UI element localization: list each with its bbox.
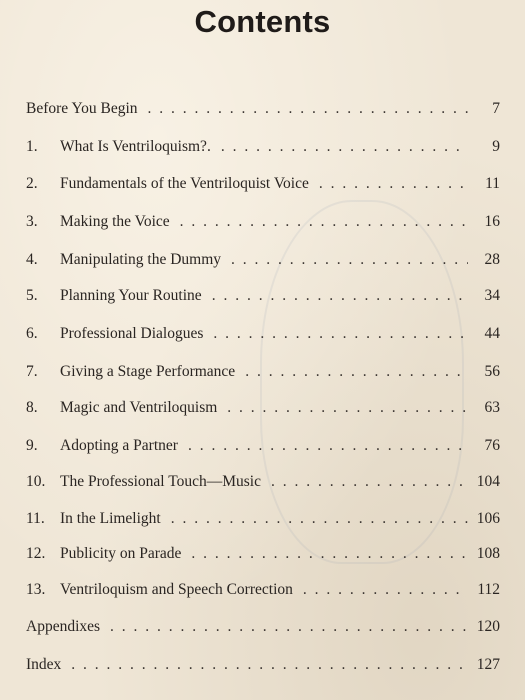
toc-page-number: 106 [476,510,500,527]
toc-entry-index [26,656,500,678]
toc-page-number: 56 [484,363,500,380]
dot-leader [180,213,468,231]
toc-chapter-number: 4. [26,251,38,268]
toc-page-number: 9 [492,138,500,155]
toc-entry-label: Manipulating the Dummy [60,251,222,268]
toc-entry-chapter-9 [26,437,500,459]
dot-leader [191,545,468,563]
toc-entry-label: What Is Ventriloquism?. [60,138,211,155]
toc-chapter-number: 9. [26,437,38,454]
dot-leader [71,656,468,674]
dot-leader [271,473,468,491]
page-title: Contents [194,4,331,39]
toc-chapter-number: 6. [26,325,38,342]
toc-entry-chapter-12 [26,545,500,567]
toc-entry-chapter-2 [26,175,500,197]
toc-entry-label: Appendixes [26,618,101,635]
toc-page-number: 44 [484,325,500,342]
toc-entry-label: Index [26,656,62,673]
dot-leader [231,251,468,269]
toc-page-number: 11 [485,175,500,192]
toc-page-number: 108 [476,545,500,562]
dot-leader [303,581,468,599]
toc-page-number: 112 [477,581,500,598]
toc-chapter-number: 8. [26,399,38,416]
toc-chapter-number: 10. [26,473,46,490]
toc-entry-label: Adopting a Partner [60,437,178,454]
toc-chapter-number: 5. [26,287,38,304]
dot-leader [213,325,468,343]
toc-entry-chapter-4 [26,251,500,273]
toc-entry-label: Magic and Ventriloquism [60,399,218,416]
toc-entry-label: Giving a Stage Performance [60,363,236,380]
toc-entry-label: In the Limelight [60,510,161,527]
toc-page-number: 63 [484,399,500,416]
dot-leader [212,287,468,305]
dot-leader [148,100,468,118]
toc-chapter-number: 13. [26,581,46,598]
toc-entry-chapter-5 [26,287,500,309]
toc-entry-label: Planning Your Routine [60,287,202,304]
toc-entry-label: Ventriloquism and Speech Correction [60,581,293,598]
toc-page-number: 120 [476,618,500,635]
toc-chapter-number: 1. [26,138,38,155]
toc-page-number: 16 [484,213,500,230]
toc-page-number: 34 [484,287,500,304]
toc-entry-chapter-8 [26,399,500,421]
toc-chapter-number: 12. [26,545,46,562]
toc-entry-chapter-3 [26,213,500,235]
dot-leader [227,399,468,417]
toc-page-number: 127 [476,656,500,673]
toc-page-number: 76 [484,437,500,454]
toc-page-number: 104 [476,473,500,490]
toc-entry-chapter-6 [26,325,500,347]
toc-entry-label: Fundamentals of the Ventriloquist Voice [60,175,309,192]
toc-entry-label: Professional Dialogues [60,325,204,342]
toc-entry-chapter-13 [26,581,500,603]
toc-entry-chapter-1 [26,138,500,160]
toc-page-number: 7 [492,100,500,117]
toc-page-number: 28 [484,251,500,268]
dot-leader [319,175,468,193]
dot-leader [245,363,468,381]
toc-entry-chapter-11 [26,510,500,532]
toc-chapter-number: 7. [26,363,38,380]
toc-chapter-number: 11. [26,510,45,527]
toc-entry-label: Publicity on Parade [60,545,182,562]
toc-entry-label: The Professional Touch—Music [60,473,261,490]
toc-chapter-number: 3. [26,213,38,230]
dot-leader [188,437,468,455]
toc-entry-chapter-10 [26,473,500,495]
toc-entry-label: Before You Begin [26,100,138,117]
toc-entry-before-you-begin [26,100,500,122]
toc-entry-label: Making the Voice [60,213,170,230]
toc-entry-chapter-7 [26,363,500,385]
dot-leader [221,138,468,156]
toc-chapter-number: 2. [26,175,38,192]
dot-leader [110,618,468,636]
toc-entry-appendixes [26,618,500,640]
dot-leader [171,510,468,528]
